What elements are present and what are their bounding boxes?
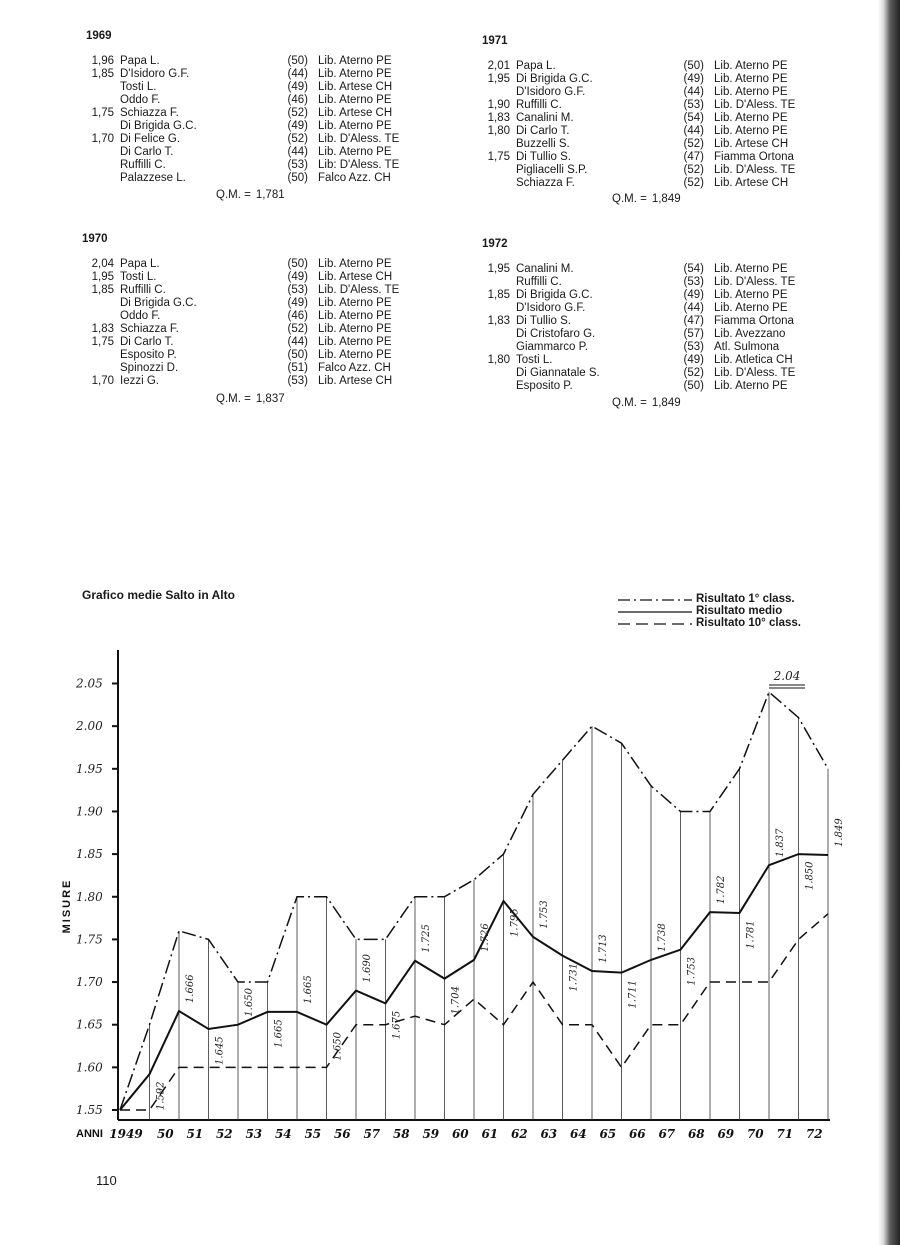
table-row	[478, 138, 814, 151]
club-name: Lib. Aterno PE	[714, 289, 788, 301]
club-name: Lib. Aterno PE	[318, 336, 392, 348]
athlete-name: Iezzi G.	[120, 375, 159, 387]
table-row	[82, 159, 418, 172]
birth-year: (53)	[287, 159, 308, 171]
table-row	[478, 112, 814, 125]
height-value: 1,83	[487, 315, 510, 327]
table-row	[478, 177, 814, 190]
height-value: 1,80	[487, 125, 510, 137]
data-label: 1.850	[804, 861, 816, 891]
athlete-name: Tosti L.	[120, 81, 157, 93]
table-row	[82, 258, 418, 271]
athlete-name: D'Isidoro G.F.	[120, 68, 190, 80]
birth-year: (52)	[683, 177, 704, 189]
height-value: 2,01	[487, 60, 510, 72]
height-value: 1,83	[487, 112, 510, 124]
athlete-name: Canalini M.	[516, 263, 574, 275]
athlete-name: Esposito P.	[120, 349, 177, 361]
birth-year: (52)	[683, 367, 704, 379]
table-row	[478, 341, 814, 354]
table-row	[82, 107, 418, 120]
average-label: Q.M. =	[612, 193, 647, 205]
height-value: 1,70	[91, 133, 114, 145]
athlete-name: Di Tullio S.	[516, 151, 571, 163]
athlete-name: Oddo F.	[120, 310, 161, 322]
table-row	[478, 380, 814, 393]
x-tick-label: 63	[540, 1127, 558, 1141]
club-name: Lib. Aterno PE	[714, 125, 788, 137]
high-jump-chart	[0, 640, 880, 1160]
table-row	[82, 375, 418, 388]
y-tick-label: 1.95	[76, 761, 103, 776]
athlete-name: Di Carlo T.	[120, 336, 174, 348]
x-tick-label: 1949	[109, 1127, 143, 1141]
birth-year: (50)	[287, 258, 308, 270]
club-name: Lib. Aterno PE	[714, 380, 788, 392]
table-year-1: 1970	[82, 233, 108, 245]
club-name: Lib. Aterno PE	[714, 60, 788, 72]
average-line	[612, 193, 681, 206]
birth-year: (52)	[287, 107, 308, 119]
club-name: Lib. Aterno PE	[318, 349, 392, 361]
club-name: Lib. D'Aless. TE	[318, 284, 400, 296]
club-name: Lib. Aterno PE	[318, 55, 392, 67]
athlete-name: Papa L.	[120, 55, 160, 67]
club-name: Lib. Avezzano	[714, 328, 786, 340]
results-table	[478, 263, 814, 393]
table-row	[478, 367, 814, 380]
athlete-name: Di Felice G.	[120, 133, 181, 145]
birth-year: (46)	[287, 310, 308, 322]
x-tick-label: 69	[717, 1127, 735, 1141]
height-value: 1,85	[91, 68, 114, 80]
athlete-name: Tosti L.	[120, 271, 157, 283]
height-value: 1,75	[91, 336, 114, 348]
birth-year: (52)	[683, 164, 704, 176]
athlete-name: Di Brigida G.C.	[120, 297, 197, 309]
height-value: 1,80	[487, 354, 510, 366]
birth-year: (51)	[287, 362, 308, 374]
table-row	[478, 86, 814, 99]
x-tick-label: 72	[805, 1127, 823, 1141]
birth-year: (53)	[683, 276, 704, 288]
average-line	[612, 397, 681, 410]
club-name: Lib. Aterno PE	[318, 68, 392, 80]
club-name: Lib. Aterno PE	[318, 258, 392, 270]
birth-year: (50)	[287, 349, 308, 361]
x-tick-label: 70	[746, 1127, 764, 1141]
birth-year: (49)	[683, 73, 704, 85]
y-tick-label: 1.65	[76, 1017, 103, 1032]
club-name: Lib. D'Aless. TE	[318, 133, 400, 145]
club-name: Lib. D'Aless. TE	[714, 99, 796, 111]
data-label: 1.753	[686, 956, 698, 986]
athlete-name: Di Brigida G.C.	[516, 289, 593, 301]
data-label: 1.731	[568, 962, 580, 992]
table-row	[82, 310, 418, 323]
x-tick-label: 64	[569, 1127, 587, 1141]
table-row	[82, 323, 418, 336]
club-name: Lib. Atletica CH	[714, 354, 793, 366]
club-name: Falco Azz. CH	[318, 362, 391, 374]
average-line	[216, 189, 285, 202]
data-label: 1.837	[775, 828, 786, 858]
legend-swatch-dashed	[618, 622, 692, 626]
club-name: Lib. Aterno PE	[318, 94, 392, 106]
data-label: 1.713	[598, 934, 609, 963]
birth-year: (44)	[287, 336, 308, 348]
athlete-name: Ruffilli C.	[120, 284, 166, 296]
y-tick-label: 2.00	[76, 719, 103, 734]
athlete-name: Buzzelli S.	[516, 138, 570, 150]
table-row	[478, 73, 814, 86]
average-label: Q.M. =	[216, 189, 251, 201]
data-label: 1.704	[450, 985, 462, 1015]
athlete-name: Oddo F.	[120, 94, 161, 106]
legend-swatch-dash-dot	[618, 598, 692, 602]
birth-year: (54)	[683, 112, 704, 124]
athlete-name: Ruffilli C.	[120, 159, 166, 171]
height-value: 1,90	[487, 99, 510, 111]
club-name: Lib. Artese CH	[318, 271, 393, 283]
birth-year: (49)	[287, 81, 308, 93]
y-tick-label: 1.80	[76, 889, 103, 904]
chart-title: Grafico medie Salto in Alto	[82, 588, 235, 602]
table-row	[478, 164, 814, 177]
athlete-name: Spinozzi D.	[120, 362, 179, 374]
table-row	[82, 172, 418, 185]
club-name: Lib. Aterno PE	[714, 302, 788, 314]
birth-year: (49)	[683, 289, 704, 301]
athlete-name: Di Brigida G.C.	[120, 120, 197, 132]
y-tick-label: 1.60	[76, 1060, 103, 1075]
athlete-name: Esposito P.	[516, 380, 573, 392]
y-tick-label: 1.85	[76, 847, 103, 862]
x-tick-label: 59	[422, 1127, 440, 1141]
table-row	[478, 60, 814, 73]
table-row	[82, 362, 418, 375]
table-year-3: 1972	[482, 238, 508, 250]
average-value: 1,837	[255, 393, 285, 405]
athlete-name: D'Isidoro G.F.	[516, 86, 586, 98]
table-row	[82, 133, 418, 146]
data-label: 1.592	[155, 1081, 167, 1111]
height-value: 1,75	[487, 151, 510, 163]
athlete-name: Di Carlo T.	[516, 125, 570, 137]
club-name: Lib. Artese CH	[714, 138, 789, 150]
birth-year: (44)	[683, 86, 704, 98]
table-row	[478, 125, 814, 138]
table-row	[82, 55, 418, 68]
birth-year: (52)	[683, 138, 704, 150]
height-value: 1,85	[487, 289, 510, 301]
club-name: Lib. Aterno PE	[714, 86, 788, 98]
x-tick-label: 62	[510, 1127, 528, 1141]
table-row	[478, 354, 814, 367]
birth-year: (53)	[683, 99, 704, 111]
average-label: Q.M. =	[612, 397, 647, 409]
table-row	[82, 94, 418, 107]
data-label: 1.753	[539, 900, 550, 929]
birth-year: (49)	[287, 120, 308, 132]
data-label: 1.650	[332, 1032, 344, 1061]
athlete-name: Ruffilli C.	[516, 276, 562, 288]
data-label: 1.781	[745, 920, 757, 949]
data-label: 1.782	[716, 875, 727, 905]
table-row	[82, 68, 418, 81]
x-tick-label: 53	[245, 1127, 263, 1141]
birth-year: (54)	[683, 263, 704, 275]
birth-year: (57)	[683, 328, 704, 340]
x-tick-label: 54	[274, 1127, 292, 1141]
table-row	[82, 146, 418, 159]
results-table	[82, 55, 418, 185]
legend-label-first: Risultato 1° class.	[696, 593, 795, 605]
birth-year: (44)	[287, 68, 308, 80]
birth-year: (53)	[287, 284, 308, 296]
birth-year: (46)	[287, 94, 308, 106]
birth-year: (49)	[287, 297, 308, 309]
peak-annotation: 2.04	[773, 669, 801, 684]
club-name: Fiamma Ortona	[714, 151, 794, 163]
data-label: 1.675	[391, 1010, 403, 1040]
birth-year: (47)	[683, 315, 704, 327]
table-row	[478, 99, 814, 112]
table-row	[478, 328, 814, 341]
athlete-name: Ruffilli C.	[516, 99, 562, 111]
height-value: 1,95	[91, 271, 114, 283]
table-row	[82, 271, 418, 284]
club-name: Lib: D'Aless. TE	[318, 159, 400, 171]
athlete-name: Di Carlo T.	[120, 146, 174, 158]
y-tick-label: 2.05	[76, 676, 103, 691]
x-tick-label: 52	[215, 1127, 233, 1141]
data-label: 1.849	[834, 818, 845, 847]
legend-swatch-solid	[618, 610, 692, 614]
athlete-name: Papa L.	[516, 60, 556, 72]
height-value: 1,70	[91, 375, 114, 387]
club-name: Fiamma Ortona	[714, 315, 794, 327]
x-axis-title: ANNI	[76, 1128, 103, 1140]
data-label: 1.665	[303, 975, 314, 1004]
table-row	[82, 297, 418, 310]
x-tick-label: 66	[628, 1127, 646, 1141]
scan-page-edge	[878, 0, 900, 1245]
y-axis-title: MISURE	[61, 878, 73, 934]
athlete-name: Di Giannatale S.	[516, 367, 600, 379]
club-name: Lib. Aterno PE	[714, 73, 788, 85]
athlete-name: Palazzese L.	[120, 172, 186, 184]
club-name: Lib. Aterno PE	[714, 263, 788, 275]
birth-year: (52)	[287, 133, 308, 145]
data-label: 1.738	[657, 923, 668, 952]
x-tick-label: 50	[156, 1127, 174, 1141]
athlete-name: Di Brigida G.C.	[516, 73, 593, 85]
club-name: Lib. Artese CH	[318, 107, 393, 119]
birth-year: (49)	[287, 271, 308, 283]
birth-year: (44)	[683, 125, 704, 137]
birth-year: (53)	[287, 375, 308, 387]
height-value: 1,83	[91, 323, 114, 335]
average-label: Q.M. =	[216, 393, 251, 405]
club-name: Lib. D'Aless. TE	[714, 164, 796, 176]
table-row	[82, 284, 418, 297]
athlete-name: Schiazza F.	[516, 177, 575, 189]
club-name: Lib. Aterno PE	[318, 323, 392, 335]
x-tick-label: 56	[333, 1127, 351, 1141]
table-row	[478, 276, 814, 289]
data-label: 1.795	[509, 908, 521, 938]
table-row	[82, 81, 418, 94]
club-name: Lib. D'Aless. TE	[714, 367, 796, 379]
x-tick-label: 67	[658, 1127, 676, 1141]
birth-year: (49)	[683, 354, 704, 366]
birth-year: (44)	[683, 302, 704, 314]
x-tick-label: 61	[481, 1127, 499, 1141]
x-tick-label: 55	[304, 1127, 322, 1141]
x-tick-label: 68	[687, 1127, 705, 1141]
table-year-2: 1971	[482, 35, 508, 47]
athlete-name: Schiazza F.	[120, 323, 179, 335]
club-name: Lib. Artese CH	[318, 81, 393, 93]
club-name: Lib. Aterno PE	[318, 310, 392, 322]
height-value: 2,04	[91, 258, 114, 270]
club-name: Lib. D'Aless. TE	[714, 276, 796, 288]
club-name: Lib. Aterno PE	[714, 112, 788, 124]
club-name: Falco Azz. CH	[318, 172, 391, 184]
athlete-name: Di Cristofaro G.	[516, 328, 596, 340]
table-row	[82, 120, 418, 133]
x-tick-label: 60	[451, 1127, 469, 1141]
results-table	[82, 258, 418, 388]
x-tick-label: 71	[776, 1127, 794, 1141]
table-row	[478, 151, 814, 164]
athlete-name: Papa L.	[120, 258, 160, 270]
athlete-name: Giammarco P.	[516, 341, 589, 353]
athlete-name: Pigliacelli S.P.	[516, 164, 588, 176]
y-tick-label: 1.75	[76, 932, 103, 947]
data-label: 1.725	[421, 924, 432, 953]
table-row	[82, 336, 418, 349]
x-tick-label: 65	[599, 1127, 617, 1141]
x-tick-label: 51	[186, 1127, 204, 1141]
data-label: 1.690	[362, 953, 373, 983]
club-name: Lib. Artese CH	[318, 375, 393, 387]
x-tick-label: 58	[392, 1127, 410, 1141]
club-name: Lib. Aterno PE	[318, 120, 392, 132]
birth-year: (50)	[683, 380, 704, 392]
table-row	[478, 263, 814, 276]
birth-year: (50)	[287, 172, 308, 184]
athlete-name: Schiazza F.	[120, 107, 179, 119]
athlete-name: Tosti L.	[516, 354, 553, 366]
data-label: 1.666	[185, 974, 196, 1004]
height-value: 1,85	[91, 284, 114, 296]
average-value: 1,781	[255, 189, 285, 201]
birth-year: (50)	[287, 55, 308, 67]
birth-year: (52)	[287, 323, 308, 335]
height-value: 1,95	[487, 263, 510, 275]
page-number: 110	[96, 1173, 117, 1188]
athlete-name: Di Tullio S.	[516, 315, 571, 327]
club-name: Atl. Sulmona	[714, 341, 780, 353]
birth-year: (44)	[287, 146, 308, 158]
athlete-name: D'Isidoro G.F.	[516, 302, 586, 314]
table-year-0: 1969	[86, 30, 112, 42]
average-value: 1,849	[651, 397, 681, 409]
table-row	[478, 302, 814, 315]
x-tick-label: 57	[363, 1127, 381, 1141]
average-value: 1,849	[651, 193, 681, 205]
data-label: 1.650	[244, 988, 255, 1017]
birth-year: (53)	[683, 341, 704, 353]
birth-year: (47)	[683, 151, 704, 163]
y-tick-label: 1.55	[76, 1103, 103, 1117]
average-line	[216, 393, 285, 406]
data-label: 1.711	[627, 980, 639, 1009]
birth-year: (50)	[683, 60, 704, 72]
data-label: 1.645	[214, 1036, 226, 1065]
height-value: 1,95	[487, 73, 510, 85]
table-row	[478, 315, 814, 328]
results-table	[478, 60, 814, 190]
height-value: 1,96	[91, 55, 114, 67]
club-name: Lib. Aterno PE	[318, 297, 392, 309]
table-row	[478, 289, 814, 302]
club-name: Lib. Artese CH	[714, 177, 789, 189]
y-tick-label: 1.70	[76, 975, 103, 990]
data-label: 1.726	[480, 923, 491, 952]
table-row	[82, 349, 418, 362]
legend-label-tenth: Risultato 10° class.	[696, 617, 801, 629]
height-value: 1,75	[91, 107, 114, 119]
legend-label-mean: Risultato medio	[696, 605, 783, 617]
y-tick-label: 1.90	[76, 804, 103, 819]
data-label: 1.665	[273, 1019, 285, 1048]
club-name: Lib. Aterno PE	[318, 146, 392, 158]
athlete-name: Canalini M.	[516, 112, 574, 124]
